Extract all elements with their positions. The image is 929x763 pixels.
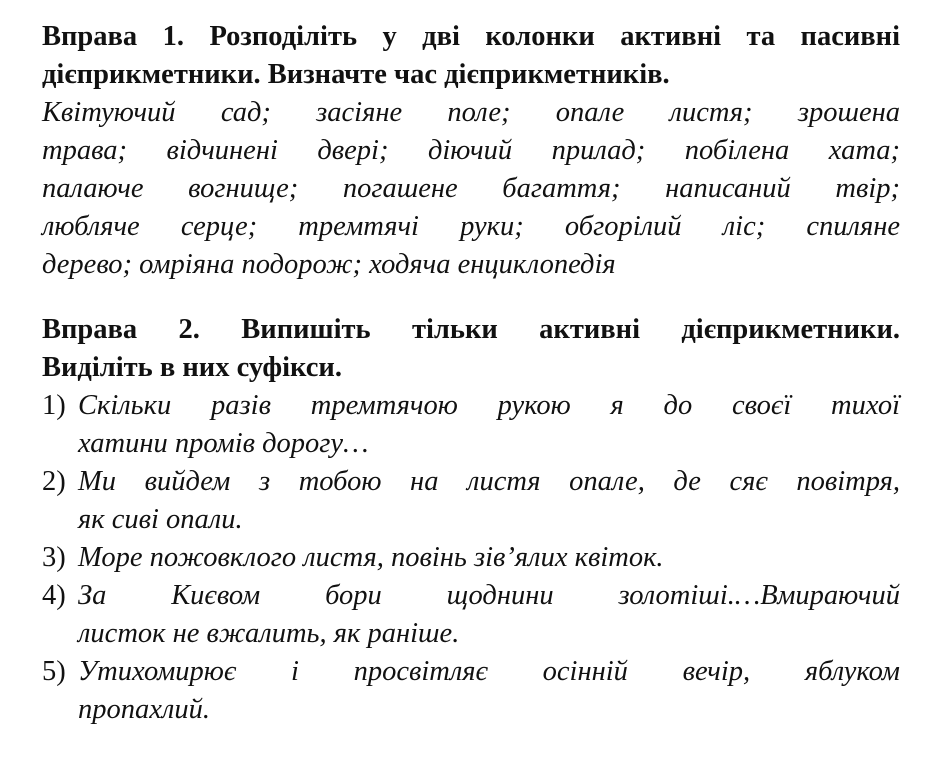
list-item-1 [42,387,900,425]
list-item-text-continued: пропахлий. [78,694,210,725]
exercise-1-text-line: любляче серце; тремтячі руки; обгорілий ліс; спиляне [42,211,900,242]
list-item-text: За Києвом бори щоднини золотіші.…Вмираючий [78,580,900,611]
list-item-text: Ми вийдем з тобою на листя опале, де сяє повітря, [78,466,900,497]
list-item-number: 3) [42,542,66,573]
exercise-1-text-line: Квітуючий сад; засіяне поле; опале листя; зрошена [42,97,900,128]
exercise-2 [42,311,900,729]
document-page [42,18,900,729]
exercise-1-heading-line: Вправа 1. Розподіліть у дві колонки активні та пасивні [42,21,900,52]
list-item-text: Утихомирює і просвітляє осінній вечір, яблуком [78,656,900,687]
list-item-2 [42,463,900,501]
exercise-2-heading-line: Виділіть в них суфікси. [42,352,342,383]
list-item-text: Море пожовклого листя, повінь зів’ялих квіток. [78,542,664,573]
exercise-1-text-line: палаюче вогнище; погашене багаття; написаний твір; [42,173,900,204]
list-item-number: 4) [42,580,66,611]
list-item-3 [42,539,900,577]
list-item-number: 5) [42,656,66,687]
section-spacer [42,284,900,311]
exercise-1-text-line: дерево; омріяна подорож; ходяча енциклопедія [42,249,616,280]
list-item-number: 1) [42,390,66,421]
list-item-text-continued: листок не вжалить, як раніше. [78,618,460,649]
list-item-4 [42,577,900,615]
list-item-text-continued: як сиві опали. [78,504,243,535]
list-item-text: Скільки разів тремтячою рукою я до своєї тихої [78,390,900,421]
list-item-number: 2) [42,466,66,497]
exercise-2-heading-line: Вправа 2. Випишіть тільки активні дієприкметники. [42,314,900,345]
list-item-text-continued: хатини промів дорогу… [78,428,369,459]
exercise-1 [42,18,900,284]
exercise-1-heading-line: дієприкметники. Визначте час дієприкметників. [42,59,670,90]
exercise-1-text-line: трава; відчинені двері; діючий прилад; побілена хата; [42,135,900,166]
list-item-5 [42,653,900,691]
